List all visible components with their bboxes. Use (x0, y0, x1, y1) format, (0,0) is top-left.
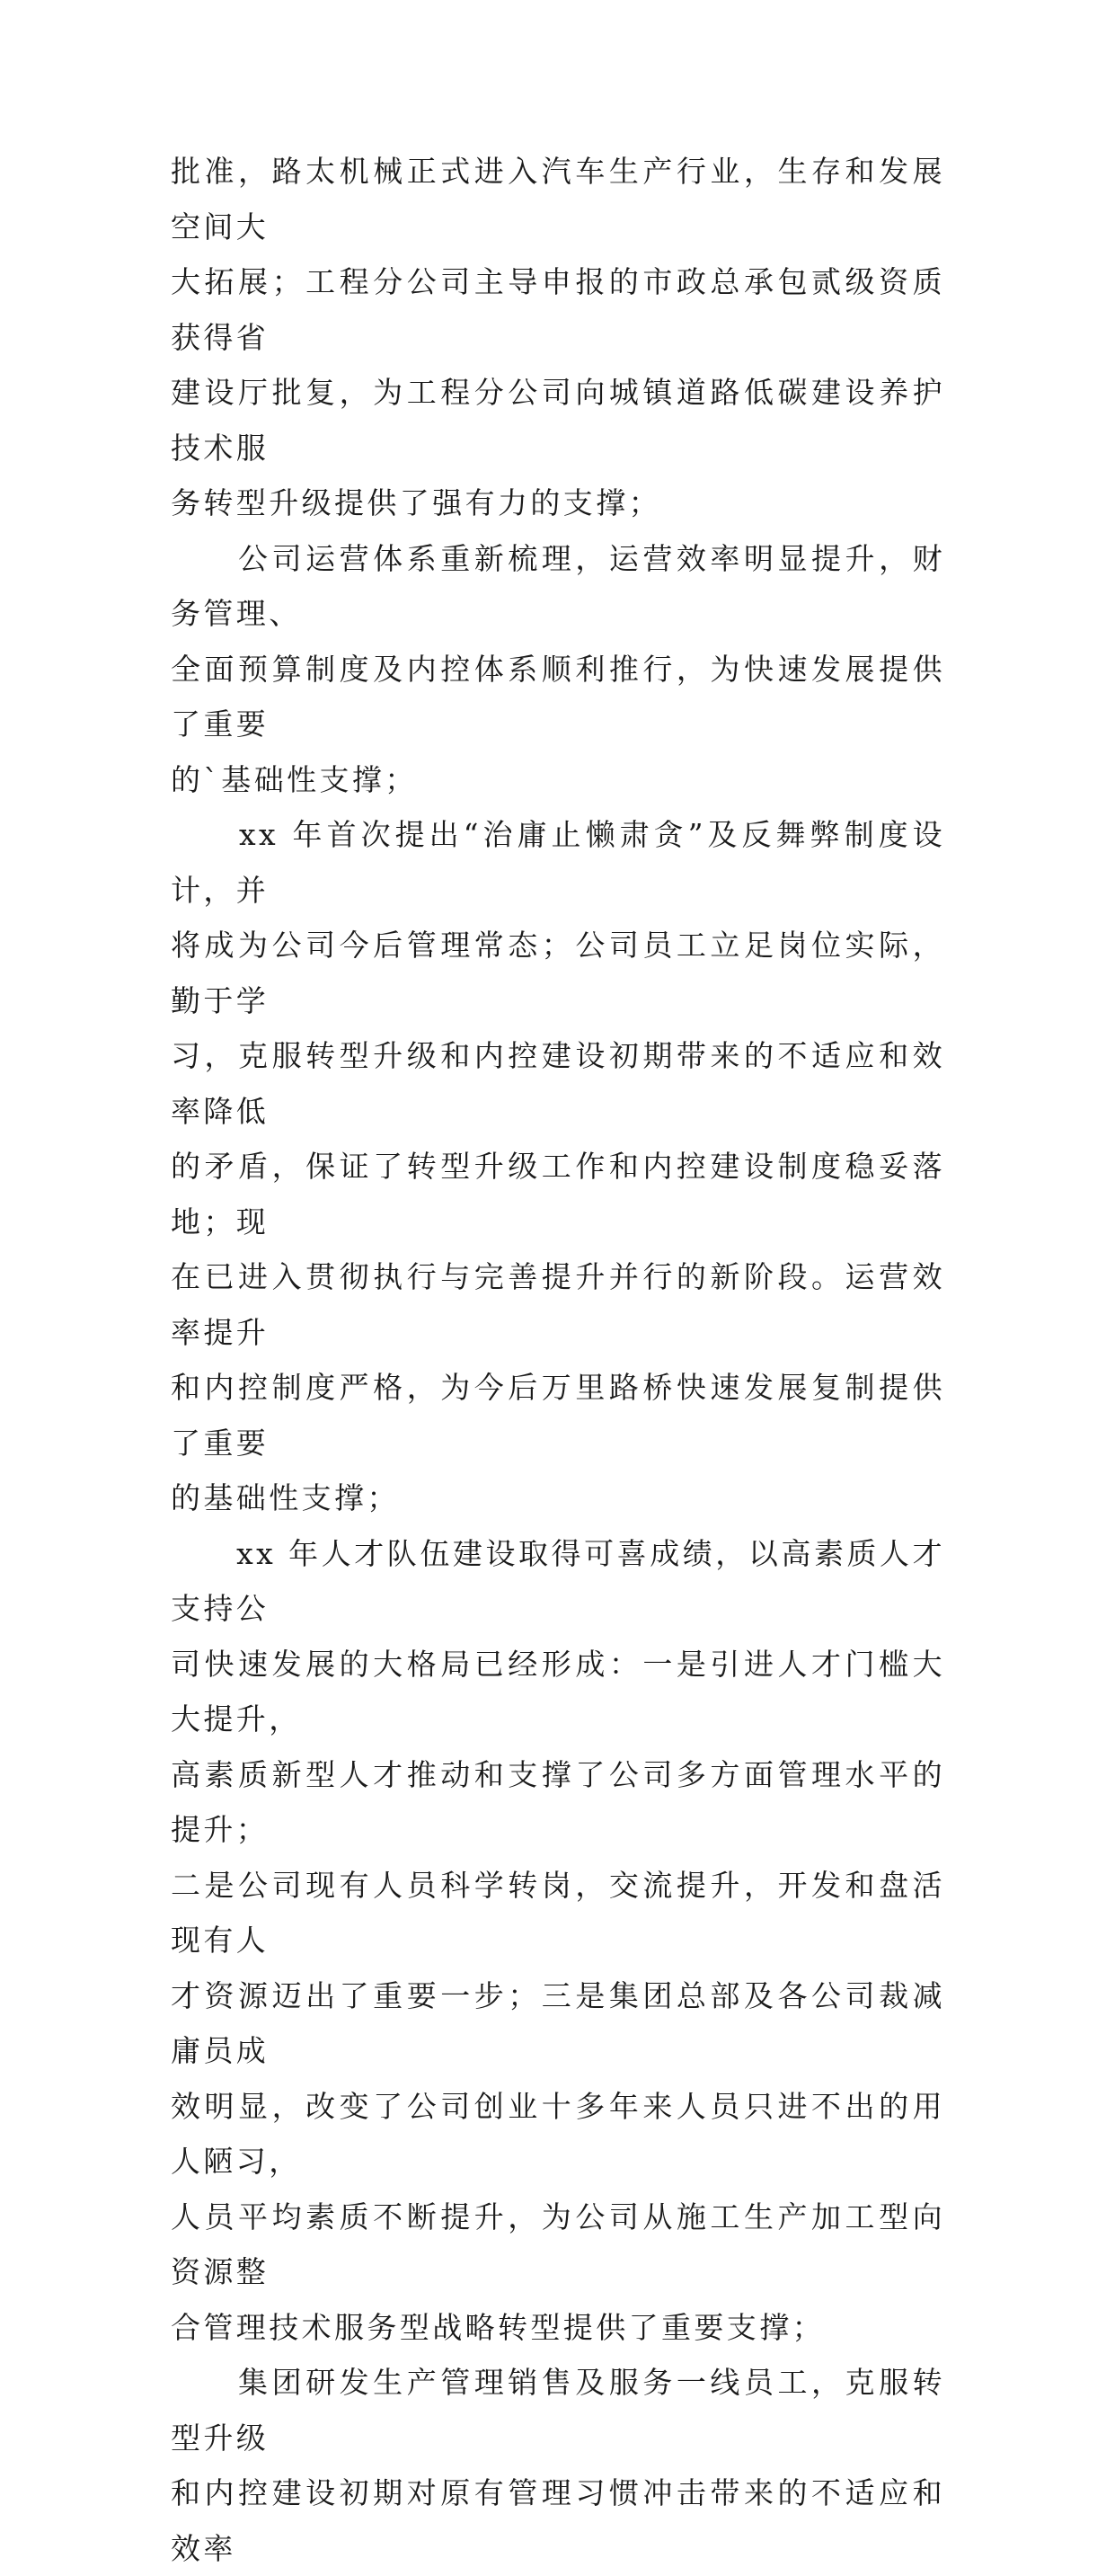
paragraph-1: 批准，路太机械正式进入汽车生产行业，生存和发展空间大 大拓展；工程分公司主导申报的市政总承包贰级资质获得省 建设厅批复，为工程分公司向城镇道路低碳建设养护技术服 务转型升级提供了强有力的支撑； (171, 154, 945, 520)
paragraph-4: xx 年人才队伍建设取得可喜成绩，以高素质人才支持公 司快速发展的大格局已经形成：一是引进人才门槛大大提升， 高素质新型人才推动和支撑了公司多方面管理水平的提升； 二是公司现有人员科学转岗，交流提升，开发和盘活现有人 才资源迈出了重要一步；三是集团总部及各公司裁减庸员成 效明显，改变了公司创业十多年来人员只进不出的用人陋习， 人员平均素质不断提升，为公司从施工生产加工型向资源整 合管理技术服务型战略转型提供了重要支撑； (171, 1535, 945, 2345)
paragraph-2: 公司运营体系重新梳理，运营效率明显提升，财务管理、 全面预算制度及内控体系顺利推行，为快速发展提供了重要 的`基础性支撑； (171, 540, 945, 797)
paragraph-5: 集团研发生产管理销售及服务一线员工，克服转型升级 和内控建设初期对原有管理习惯冲击带来的不适应和效率 (171, 2365, 945, 2566)
paragraph-3: xx 年首次提出“治庸止懒肃贪”及反舞弊制度设计，并 将成为公司今后管理常态；公司员工立足岗位实际，勤于学 习，克服转型升级和内控建设初期带来的不适应和效率降低 的矛盾，保证了转型升级工作和内控建设制度稳妥落地；现 在已进入贯彻执行与完善提升并行的新阶段。运营效率提升 和内控制度严格，为今后万里路桥快速发展复制提供了重要 的基础性支撑； (171, 817, 945, 1515)
document-body (171, 144, 945, 2576)
